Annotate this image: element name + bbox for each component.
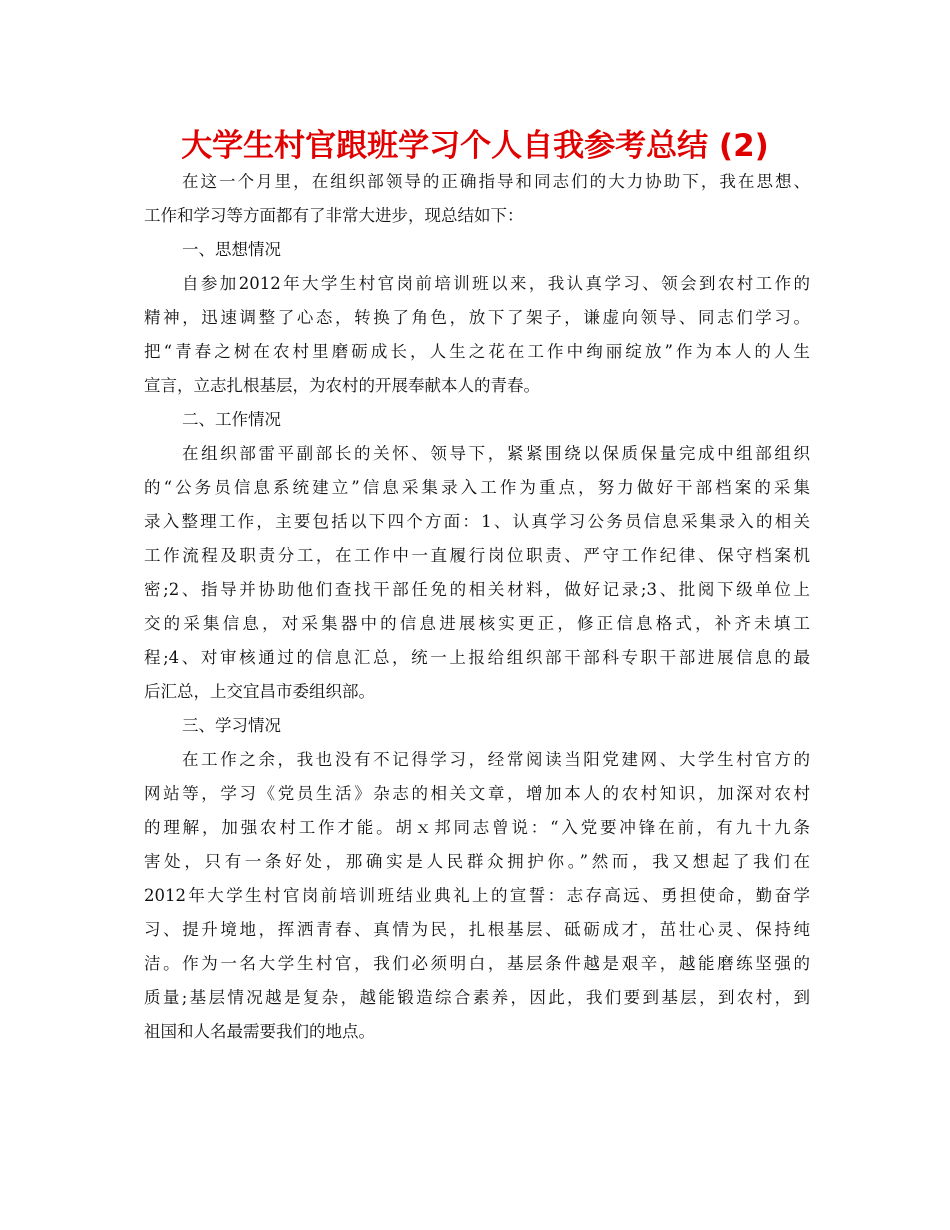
paragraph-line: 网站等，学习《党员生活》杂志的相关文章，增加本人的农村知识，加深对农村 [144, 784, 810, 803]
paragraph-line: 在这一个月里，在组织部领导的正确指导和同志们的大力协助下，我在思想、 [182, 172, 810, 191]
document-body [144, 165, 810, 1049]
paragraph-line: 精神，迅速调整了心态，转换了角色，放下了架子，谦虚向领导、同志们学习。 [144, 308, 810, 327]
paragraph-line: 录入整理工作，主要包括以下四个方面：1、认真学习公务员信息采集录入的相关 [144, 512, 810, 531]
paragraph-line: 洁。作为一名大学生村官，我们必须明白，基层条件越是艰辛，越能磨练坚强的 [144, 954, 810, 973]
paragraph-line: 2012年大学生村官岗前培训班结业典礼上的宣誓：志存高远、勇担使命，勤奋学 [144, 886, 810, 905]
paragraph-line: 害处，只有一条好处，那确实是人民群众拥护你。”然而，我又想起了我们在 [144, 852, 810, 871]
paragraph-line: 祖国和人名最需要我们的地点。 [144, 1022, 375, 1041]
paragraph-line: 程;4、对审核通过的信息汇总，统一上报给组织部干部科专职干部进展信息的最 [144, 648, 810, 667]
paragraph-line: 自参加2012年大学生村官岗前培训班以来，我认真学习、领会到农村工作的 [182, 274, 810, 293]
paragraph-line: 宣言，立志扎根基层，为农村的开展奉献本人的青春。 [144, 376, 540, 395]
paragraph-line: 密;2、指导并协助他们查找干部任免的相关材料，做好记录;3、批阅下级单位上 [144, 580, 810, 599]
paragraph-line: 在组织部雷平副部长的关怀、领导下，紧紧围绕以保质保量完成中组部组织 [182, 444, 810, 463]
document-title: 大学生村官跟班学习个人自我参考总结 (2) [181, 128, 769, 164]
paragraph-line: 二、工作情况 [182, 410, 281, 429]
paragraph-line: 三、学习情况 [182, 716, 281, 735]
paragraph-line: 一、思想情况 [182, 240, 281, 259]
paragraph-line: 工作流程及职责分工，在工作中一直履行岗位职责、严守工作纪律、保守档案机 [144, 546, 810, 565]
paragraph-line: 的理解，加强农村工作才能。胡ｘ邦同志曾说：“入党要冲锋在前，有九十九条 [144, 818, 810, 837]
paragraph-line: 把“青春之树在农村里磨砺成长，人生之花在工作中绚丽绽放”作为本人的人生 [144, 342, 810, 361]
paragraph-line: 质量;基层情况越是复杂，越能锻造综合素养，因此，我们要到基层，到农村，到 [144, 988, 810, 1007]
paragraph-line: 交的采集信息，对采集器中的信息进展核实更正，修正信息格式，补齐未填工 [144, 614, 810, 633]
paragraph-line: 的“公务员信息系统建立”信息采集录入工作为重点，努力做好干部档案的采集 [144, 478, 810, 497]
paragraph-line: 习、提升境地，挥洒青春、真情为民，扎根基层、砥砺成才，茁壮心灵、保持纯 [144, 920, 810, 939]
paragraph-line: 在工作之余，我也没有不记得学习，经常阅读当阳党建网、大学生村官方的 [182, 750, 810, 769]
paragraph-line: 后汇总，上交宜昌市委组织部。 [144, 682, 375, 701]
paragraph-line: 工作和学习等方面都有了非常大进步，现总结如下： [144, 206, 524, 225]
